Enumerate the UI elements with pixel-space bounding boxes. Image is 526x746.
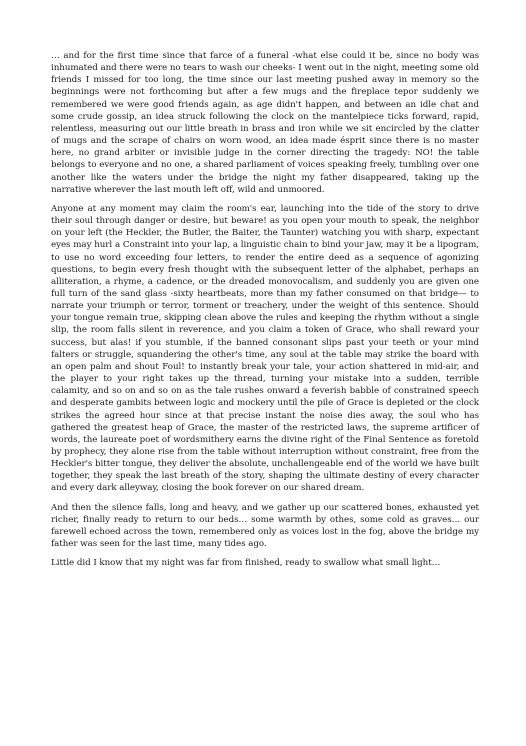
paragraph-3: And then the silence falls, long and heavy, and we gather up our scattered bones, exhausted yet richer, finally ready to return to our beds… some warmth by othes, some cold as graves… our farewell echoed across the town, remembered only as voices lost in the fog, above the bridge my father was seen for the last time, many tides ago. bbox=[51, 502, 479, 550]
paragraph-4: Little did I know that my night was far from finished, ready to swallow what small light… bbox=[51, 558, 441, 569]
document-page bbox=[51, 50, 479, 569]
paragraph-2: Anyone at any moment may claim the room's ear, launching into the tide of the story to drive their soul through danger or desire, but beware! as you open your mouth to speak, the neighbor on your left (the Heckler, the Butler, the Baiter, the Taunter) watching you with sharp, expectant eyes may hurl a Constraint into your lap, a linguistic chain to bind your jaw, may it be a lipogram, to use no word exceeding four letters, to render the entire deed as a sequence of agonizing questions, to begin every fresh thought with the subsequent letter of the alphabet, perhaps an alliteration, a rhyme, a cadence, or the dreaded monovocalism, and suddenly you are given one full turn of the sand glass -sixty heartbeats, more than my father consumed on that bridge— to narrate your triumph or terror, torment or treachery, under the weight of this sentence. Should your tongue remain true, skipping clean above the rules and keeping the rhythm without a single slip, the room falls silent in reverence, and you claim a token of Grace, who shall reward your success, but alas! if you stumble, if the banned consonant slips past your teeth or your mind falters or struggle, squandering the other's time, any soul at the table may strike the board with an open palm and shout Foul! to instantly break your tale, your action shattered in mid-air, and the player to your right takes up the thread, turning your mistake into a sudden, terrible calamity, and so on and so on as the tale rushes onward a feverish babble of constrained speech and desperate gambits between logic and mockery until the pile of Grace is depleted or the clock strikes the agreed hour since at that precise instant the noise dies away, the soul who has gathered the greatest heap of Grace, the master of the restricted laws, the supreme artificer of words, the laureate poet of wordsmithery earns the divine right of the Final Sentence as foretold by prophecy, they alone rise from the table without interruption without constraint, free from the Heckler's bitter tongue, they deliver the absolute, unchallengeable end of the world we have built together, they speak the last breath of the story, shaping the ultimate destiny of every character and every dark alleyway, closing the book forever on our shared dream. bbox=[51, 203, 479, 494]
paragraph-1: … and for the first time since that farce of a funeral -what else could it be, since no body was inhumated and there were no tears to wash our cheeks- I went out in the night, meeting some old friends I missed for too long, the time since our last meeting pushed away in memory so the beginnings were not forthcoming but after a few mugs and the fireplace tepor suddenly we remembered we were good friends again, as age didn't happen, and between an idle chat and some crude gossip, an idea struck following the clock on the mantelpiece ticks forward, rapid, relentless, measuring out our little breath in brass and iron while we sit encircled by the clatter of mugs and the scrape of chairs on worn wood, an idea made ésprit since there is no master here, no grand arbiter or invisible judge in the corner directing the tragedy: NO! the table belongs to everyone and no one, a shared parliament of voices speaking freely, tumbling over one another like the waters under the bridge the night my father disappeared, taking up the narrative wherever the last mouth left off, wild and unmoored. bbox=[51, 51, 479, 195]
